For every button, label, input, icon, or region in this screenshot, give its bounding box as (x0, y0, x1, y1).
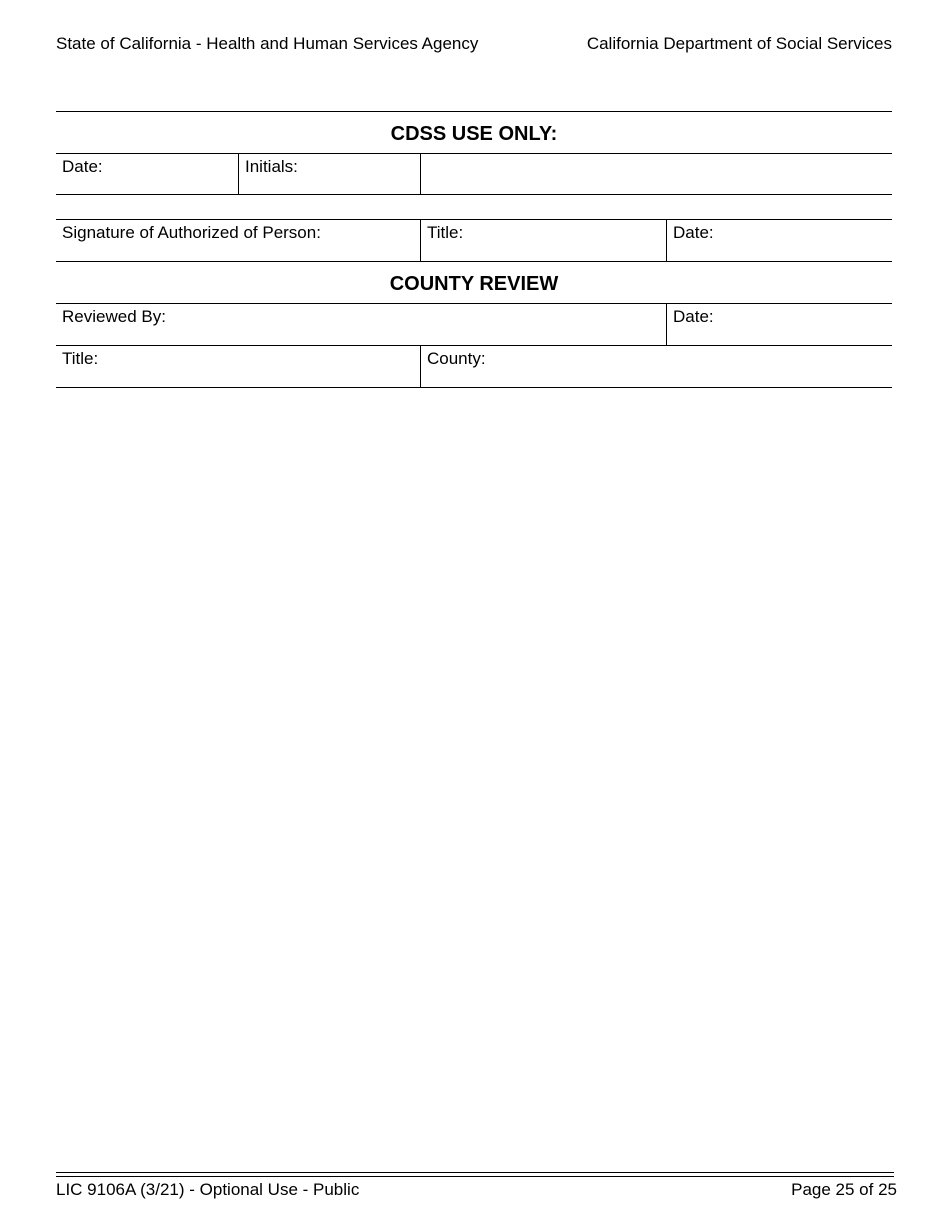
cdss-initials-field[interactable]: Initials: (245, 157, 298, 176)
footer-rule-top (56, 1172, 894, 1173)
cdss-date-field[interactable]: Date: (62, 157, 103, 176)
signature-date-field[interactable]: Date: (673, 223, 714, 242)
county-middle-rule (56, 345, 892, 346)
county-header-rule (56, 303, 892, 304)
county-title-field[interactable]: Title: (62, 349, 99, 368)
county-divider-2 (420, 345, 421, 387)
cdss-bottom-rule (56, 194, 892, 195)
signature-divider-2 (666, 219, 667, 261)
county-section-title: COUNTY REVIEW (389, 273, 559, 295)
agency-header: State of California - Health and Human Services Agency (56, 34, 479, 53)
signature-field[interactable]: Signature of Authorized of Person: (62, 223, 321, 242)
form-id: LIC 9106A (3/21) - Optional Use - Public (56, 1180, 360, 1199)
signature-title-field[interactable]: Title: (427, 223, 464, 242)
page-number: Page 25 of 25 (791, 1180, 897, 1199)
reviewed-by-field[interactable]: Reviewed By: (62, 307, 166, 326)
department-header: California Department of Social Services (586, 34, 892, 53)
county-bottom-rule (56, 387, 892, 388)
cdss-divider-2 (420, 153, 421, 194)
cdss-top-rule (56, 111, 892, 112)
footer-rule-bottom (56, 1176, 894, 1177)
county-name-field[interactable]: County: (427, 349, 486, 368)
signature-top-rule (56, 219, 892, 220)
county-date-field[interactable]: Date: (673, 307, 714, 326)
cdss-divider-1 (238, 153, 239, 194)
signature-divider-1 (420, 219, 421, 261)
county-divider-1 (666, 303, 667, 345)
signature-bottom-rule (56, 261, 892, 262)
cdss-section-title: CDSS USE ONLY: (390, 123, 558, 145)
cdss-header-rule (56, 153, 892, 154)
